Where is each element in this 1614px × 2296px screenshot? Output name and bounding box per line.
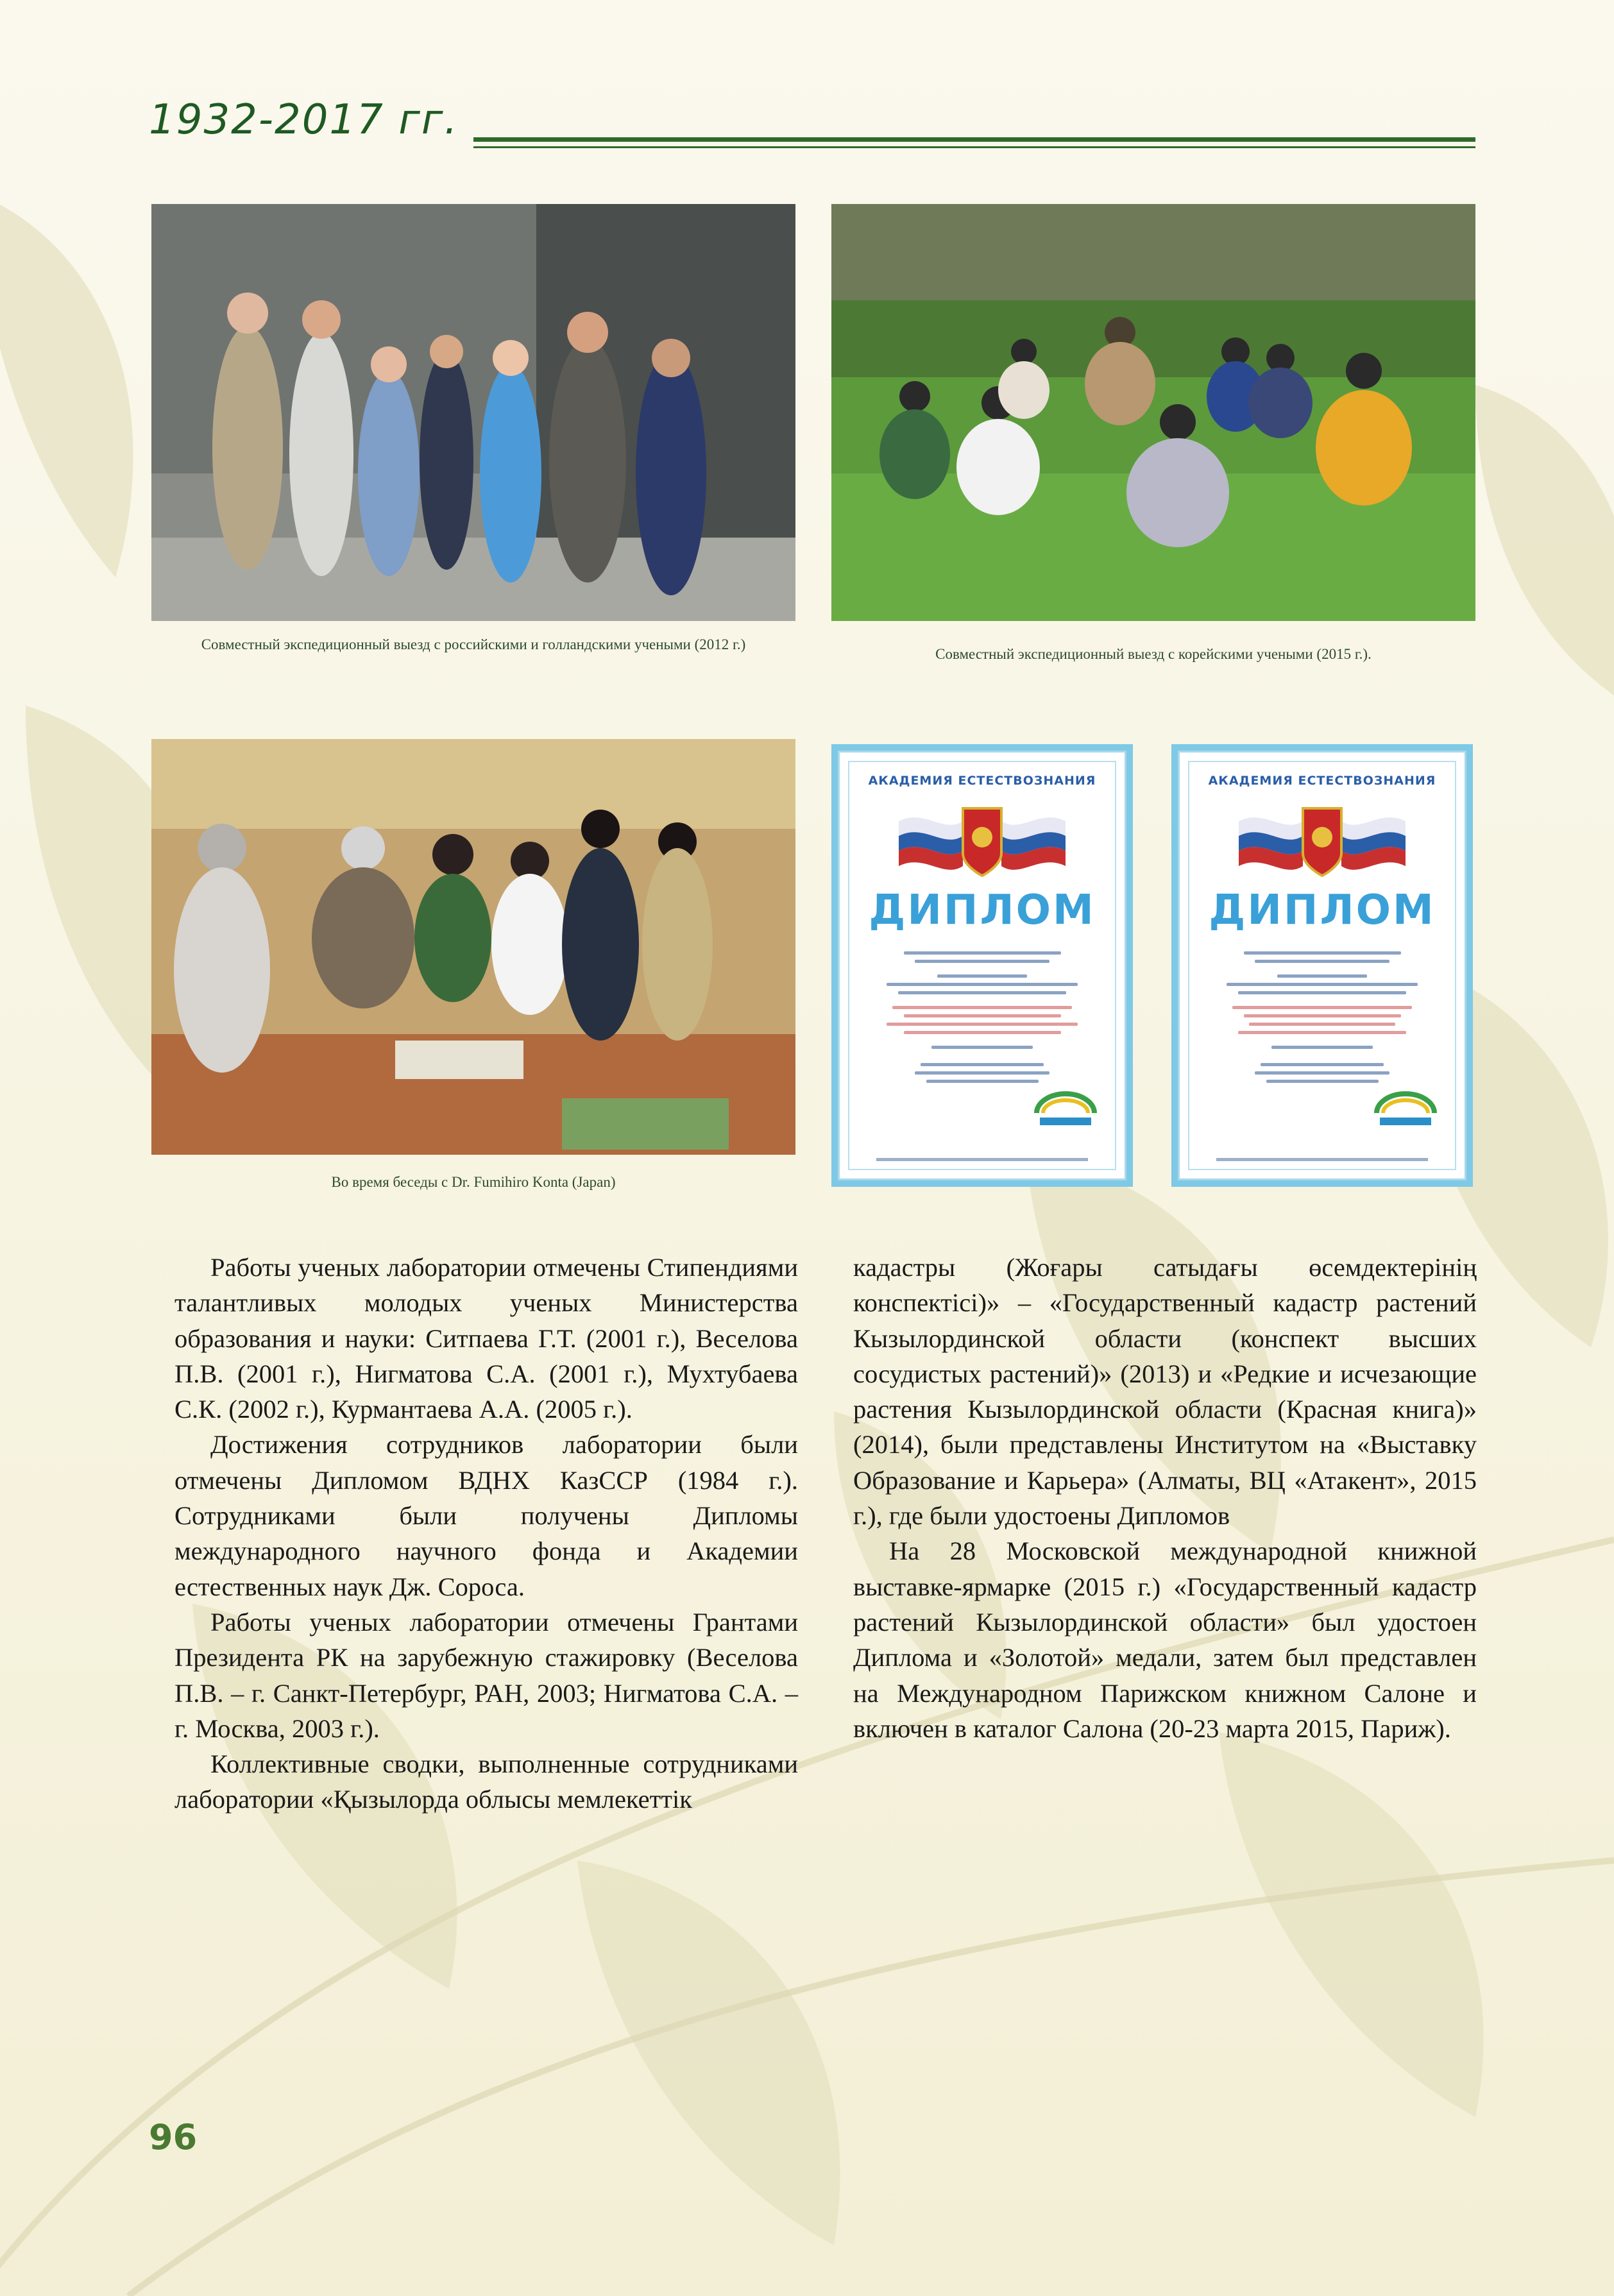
page-number: 96 <box>149 2117 198 2157</box>
photo-caption: Совместный экспедиционный выезд с корейскими учеными (2015 г.). <box>935 646 1372 662</box>
paragraph: Достижения сотрудников лаборатории были отмечены Дипломом ВДНХ КазССР (1984 г.). Сотрудниками были получены Дипломы международного научного фонда и Академии естественных наук Дж. Сороса. <box>174 1430 798 1601</box>
diploma-academy: АКАДЕМИЯ ЕСТЕСТВОЗНАНИЯ <box>868 774 1096 788</box>
diploma-footer-line <box>876 1158 1088 1161</box>
photo-caption: Во время беседы с Dr. Fumihiro Konta (Japan) <box>331 1174 616 1190</box>
paragraph: Работы ученых лаборатории отмечены Стипендиями талантливых молодых ученых Министерства образования и науки: Ситпаева Г.Т. (2001 г.), Веселова П.В. (2001 г.), Нигматова С.А. (2001 г.), Мухтубаева С.К. (2002 г.), Курмантаева А.А. (2005 г.). <box>174 1253 798 1424</box>
group-photo-icon <box>151 204 795 621</box>
diploma-title: ДИПЛОМ <box>1209 887 1436 934</box>
diploma-certificate <box>831 744 1133 1187</box>
paragraph: Работы ученых лаборатории отмечены Грантами Президента РК на зарубежную стажировку (Веселова П.В. – г. Санкт-Петербург, РАН, 2003; Нигматова С.А. – г. Москва, 2003 г.). <box>174 1607 798 1743</box>
meeting-photo-icon <box>151 739 795 1155</box>
flag-emblem-icon <box>1232 795 1412 879</box>
diploma-footer-line <box>1216 1158 1428 1161</box>
diploma-academy: АКАДЕМИЯ ЕСТЕСТВОЗНАНИЯ <box>1208 774 1436 788</box>
photo-group-russian-dutch <box>151 204 795 621</box>
header-title: 1932-2017 гг. <box>149 96 459 144</box>
photo-meeting <box>151 739 795 1155</box>
paragraph: На 28 Московской международной книжной выставке-ярмарке (2015 г.) «Государственный кадастр растений Кызылординской области» был удостоен Диплома и «Золотой» медали, затем был представлен на Международном Парижском книжном Салоне и включен в каталог Салона (20-23 марта 2015, Париж). <box>853 1536 1477 1743</box>
text-column-left <box>174 1250 798 1817</box>
paragraph-continuation: кадастры (Жоғары сатыдағы өсемдектерінің конспектісі)» – «Государственный кадастр растений Кызылординской области (конспект высших сосудистых растений)» (2013) и «Редкие и исчезающие растения Кызылординской области (Красная книга)» (2014), были представлены Институтом на «Выставку Образование и Карьера» (Алматы, ВЦ «Атакент», 2015 г.), где были удостоены Дипломов <box>853 1253 1477 1531</box>
diploma-certificate <box>1171 744 1473 1187</box>
career-logo-icon <box>1030 1091 1101 1129</box>
header-rule-thin <box>473 146 1475 148</box>
paragraph: Коллективные сводки, выполненные сотрудниками лаборатории «Қызылорда облысы мемлекеттік <box>174 1749 798 1814</box>
photo-caption: Совместный экспедиционный выезд с российскими и голландскими учеными (2012 г.) <box>201 636 746 652</box>
diploma-title: ДИПЛОМ <box>869 887 1096 934</box>
text-column-right <box>853 1250 1477 1746</box>
photo-group-korean <box>831 204 1475 621</box>
flag-emblem-icon <box>892 795 1072 879</box>
diploma-text-lines <box>1210 946 1434 1088</box>
outdoor-group-photo-icon <box>831 204 1475 621</box>
career-logo-icon <box>1370 1091 1441 1129</box>
diploma-text-lines <box>870 946 1094 1088</box>
header-rule <box>473 137 1475 142</box>
